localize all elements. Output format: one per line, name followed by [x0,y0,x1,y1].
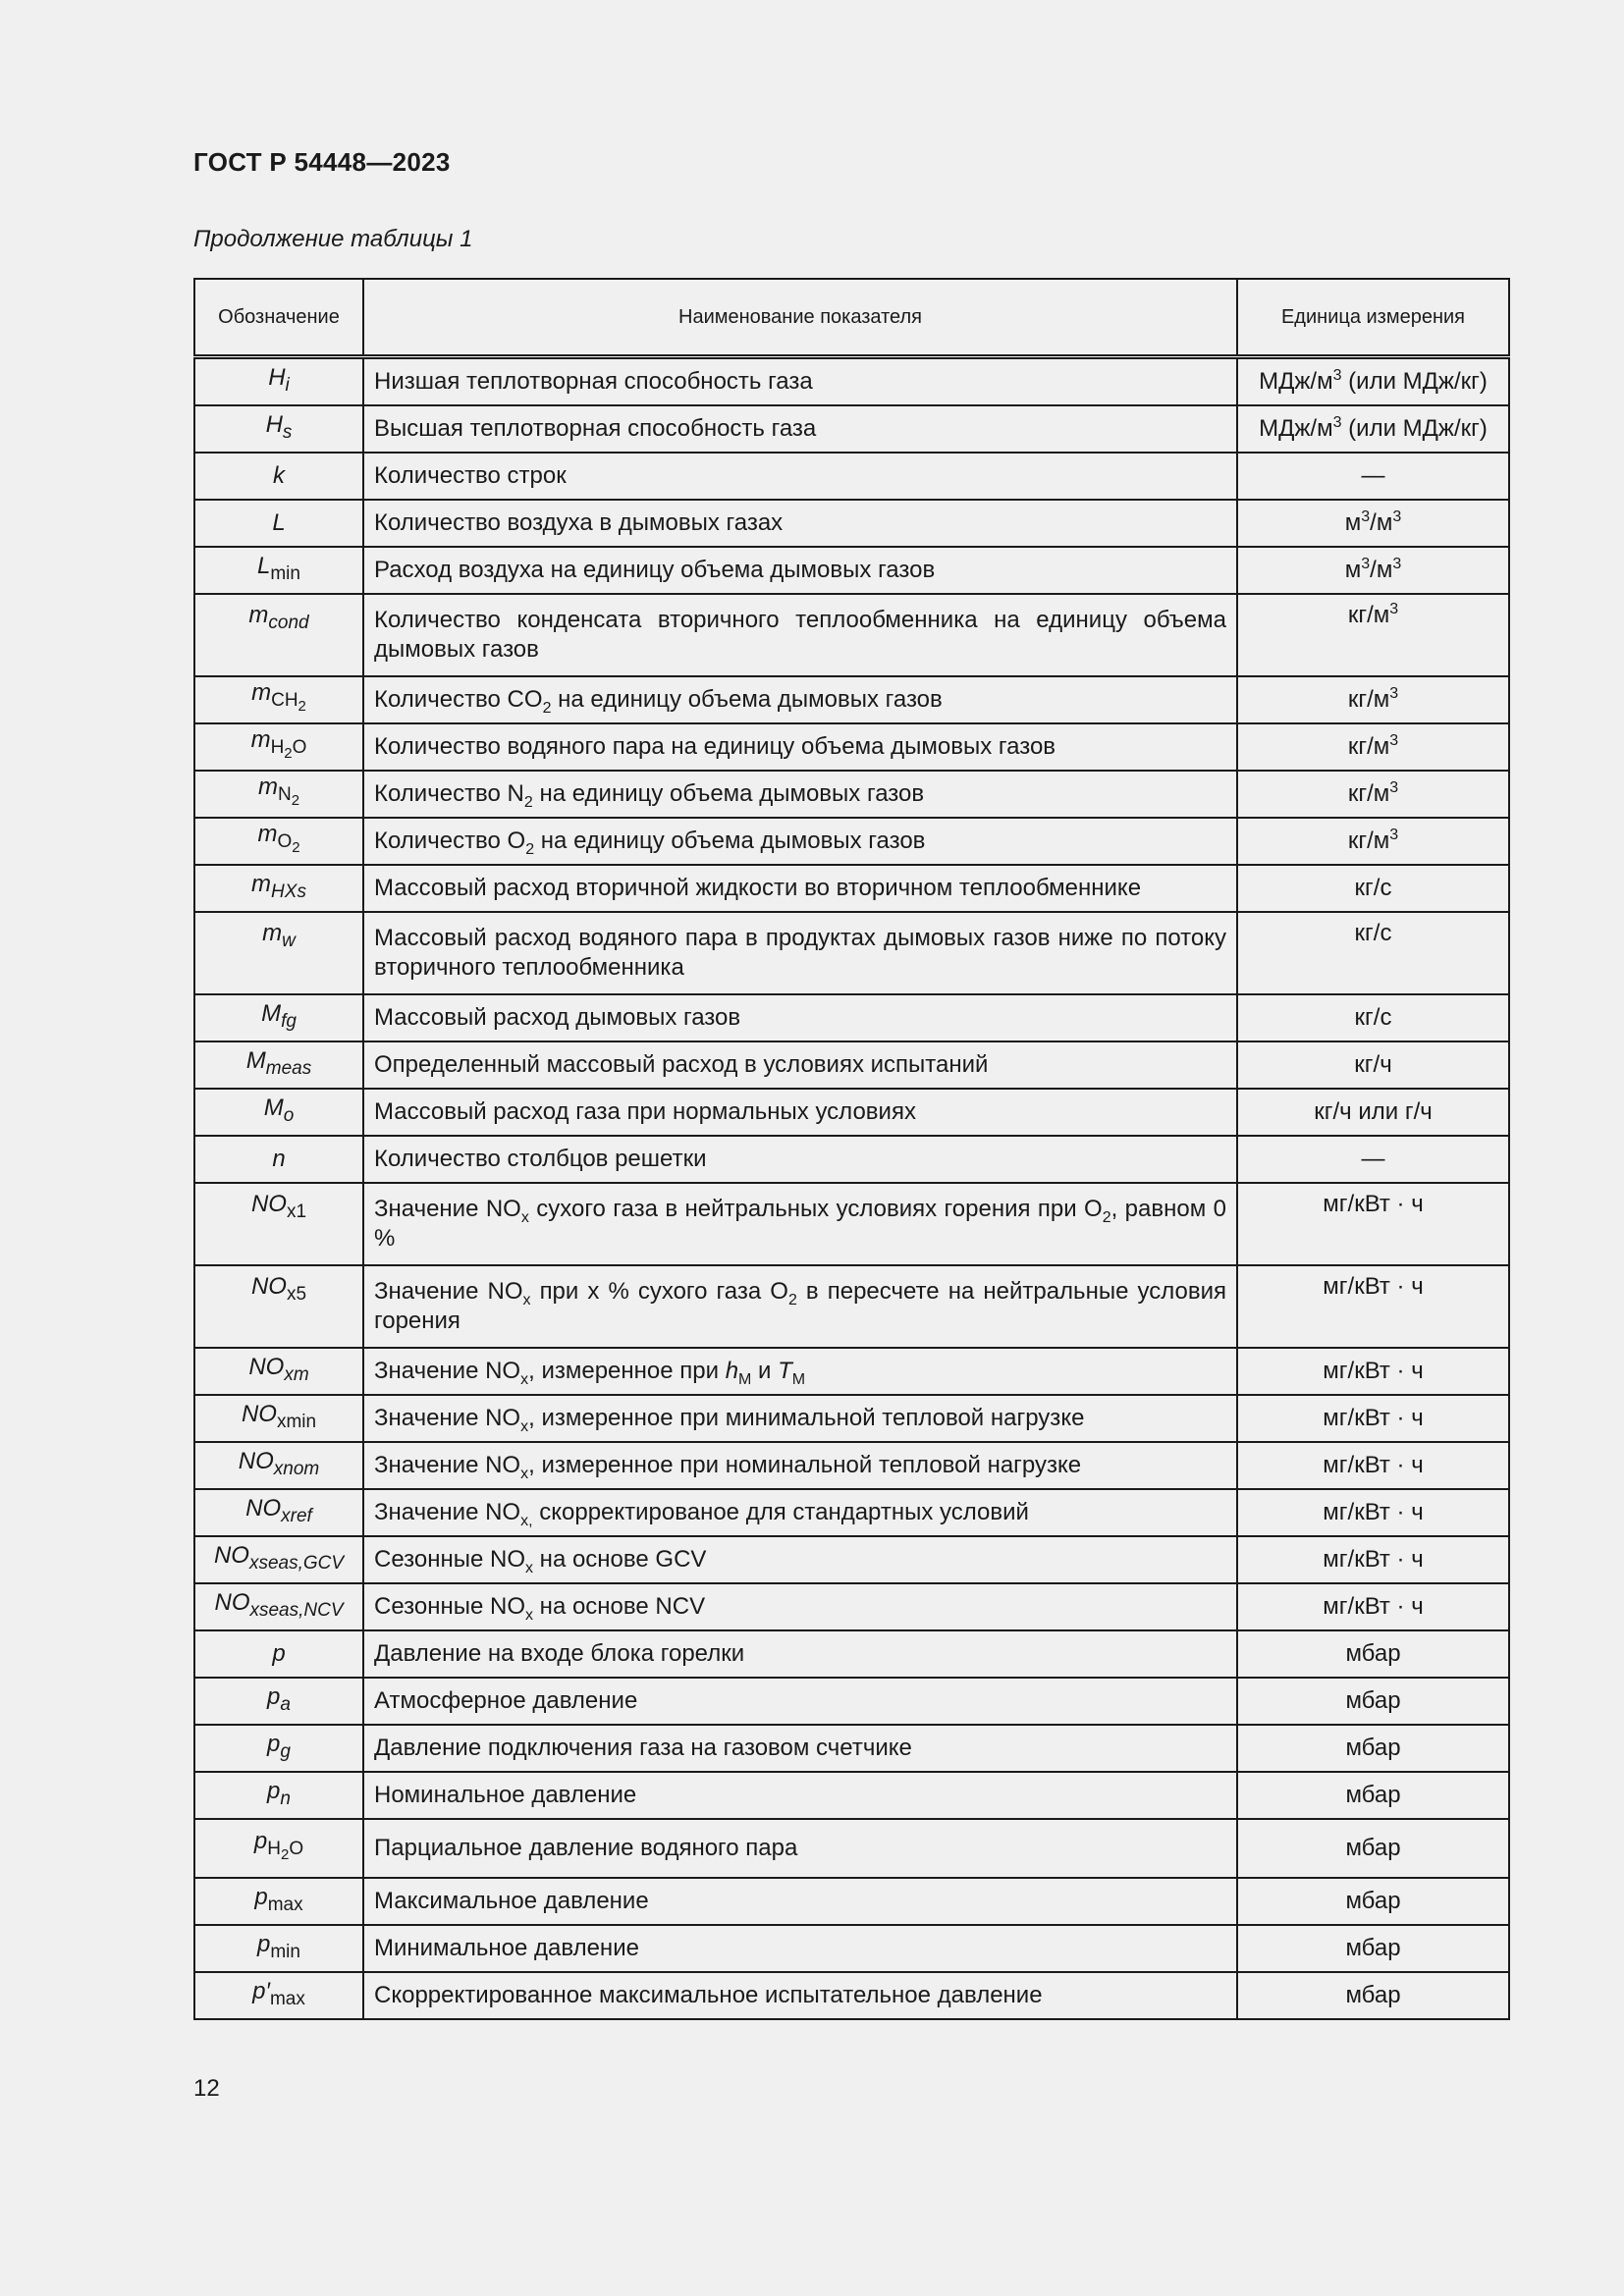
symbol-main: m [248,602,269,628]
symbol-sub-text: H [267,1839,281,1860]
symbol-sub: xm [284,1364,309,1385]
unit-cell: мбар [1237,1819,1509,1878]
unit-cell: — [1237,1136,1509,1183]
unit-text: (или МДж/кг) [1341,368,1488,395]
symbol-main: p [267,1778,281,1804]
symbol-main: n [272,1146,286,1172]
symbol-sub: HXs [271,881,306,902]
table-row [194,912,1509,994]
unit-text: м [1344,557,1362,583]
unit-cell: мбар [1237,1772,1509,1819]
symbol-cell [194,594,363,676]
unit-cell [1237,818,1509,865]
name-text: на единицу объема дымовых газов [532,780,925,807]
symbol-main: H [268,364,286,391]
symbol-sub: xmin [276,1412,317,1432]
symbol-main: NO [250,1273,287,1300]
table-row [194,1878,1509,1925]
symbol-sub: max [267,1895,303,1915]
name-sub: x [525,1606,534,1624]
unit-cell: кг/с [1237,865,1509,912]
symbol-sub: x1 [286,1201,307,1222]
symbol-cell [194,912,363,994]
table-row [194,1972,1509,2019]
name-cell: Давление подключения газа на газовом счетчике [363,1725,1237,1772]
table-row [194,676,1509,723]
unit-cell [1237,547,1509,594]
symbol-cell [194,771,363,818]
table-row [194,723,1509,771]
name-text: при x % сухого газа O [530,1278,788,1305]
symbol-cell [194,1183,363,1265]
symbol-sub: g [280,1741,291,1762]
symbol-sub: xnom [273,1459,320,1479]
column-header-unit: Единица измерения [1237,279,1509,357]
unit-cell: кг/с [1237,912,1509,994]
symbol-cell [194,865,363,912]
symbol-sub-text: CH [271,690,298,712]
name-text: , равном 0 % [374,1196,1226,1252]
symbol-main: NO [248,1354,285,1380]
symbol-cell [194,1772,363,1819]
name-text: Количество CO [374,686,543,713]
symbol-cell [194,1041,363,1089]
table-row [194,357,1509,406]
unit-text: кг/м [1347,733,1390,760]
name-sub: 2 [525,840,535,858]
name-cell: Низшая теплотворная способность газа [363,357,1237,406]
column-header-symbol: Обозначение [194,279,363,357]
symbol-main: p [254,1884,268,1910]
name-cell: Скорректированное максимальное испытательное давление [363,1972,1237,2019]
table-row [194,1348,1509,1395]
unit-sup: 3 [1389,601,1399,617]
unit-text: МДж/м [1259,415,1333,442]
name-cell: Количество строк [363,453,1237,500]
unit-cell: мбар [1237,1725,1509,1772]
symbol-sub [271,690,306,715]
name-text: Значение NO [374,1278,523,1305]
symbol-cell [194,1265,363,1348]
symbol-cell [194,1089,363,1136]
name-sub: 2 [523,793,533,811]
symbol-sub: meas [265,1058,312,1079]
table-row [194,1489,1509,1536]
unit-cell: мг/кВт · ч [1237,1442,1509,1489]
symbol-cell [194,1925,363,1972]
table-row [194,865,1509,912]
symbol-main: NO [245,1495,282,1522]
symbol-cell [194,1348,363,1395]
name-var: h [725,1358,739,1384]
unit-text: кг/м [1347,602,1390,628]
unit-text: кг/м [1347,828,1390,854]
unit-cell: мбар [1237,1678,1509,1725]
unit-text: кг/м [1347,780,1390,807]
symbol-cell [194,676,363,723]
name-sub: x [520,1417,529,1435]
name-sub: x [520,1370,529,1388]
symbol-sub: a [280,1694,291,1715]
symbol-main: p [257,1931,271,1957]
unit-sup: 3 [1389,732,1399,749]
name-text: Значение NO [374,1358,521,1384]
symbol-main: p [267,1731,281,1757]
unit-sup: 3 [1332,367,1342,384]
name-cell [363,1183,1237,1265]
symbol-sub: min [270,563,300,584]
unit-cell: мг/кВт · ч [1237,1265,1509,1348]
symbol-cell [194,994,363,1041]
symbols-table [193,278,1510,2020]
symbol-cell [194,1442,363,1489]
unit-text: (или МДж/кг) [1341,415,1488,442]
symbol-main: m [251,679,272,707]
name-cell [363,818,1237,865]
unit-cell: мбар [1237,1878,1509,1925]
symbol-cell [194,357,363,406]
name-cell: Массовый расход водяного пара в продуктах дымовых газов ниже по потоку вторичного теплообменника [363,912,1237,994]
table-row [194,547,1509,594]
name-cell: Максимальное давление [363,1878,1237,1925]
unit-text: кг/м [1347,686,1390,713]
unit-sup: 3 [1361,508,1371,525]
symbol-cell [194,405,363,453]
table-row [194,1630,1509,1678]
symbol-main: M [261,1000,282,1027]
symbol-sub [270,737,307,762]
name-cell: Номинальное давление [363,1772,1237,1819]
unit-cell [1237,500,1509,547]
name-sub: x [520,1208,529,1226]
table-row [194,1925,1509,1972]
symbol-sub-text: O [277,831,293,853]
table-row [194,771,1509,818]
unit-text: /м [1370,557,1393,583]
unit-cell: мбар [1237,1925,1509,1972]
symbol-main: p [253,1828,268,1855]
name-text: Количество O [374,828,526,854]
name-cell [363,676,1237,723]
symbol-sub-index: 2 [280,1845,290,1863]
name-text: и [751,1358,779,1384]
page-number: 12 [193,2075,220,2102]
name-cell: Расход воздуха на единицу объема дымовых газов [363,547,1237,594]
unit-cell: кг/с [1237,994,1509,1041]
name-cell: Давление на входе блока горелки [363,1630,1237,1678]
unit-cell [1237,771,1509,818]
symbol-main: NO [214,1589,250,1616]
name-sub: M [791,1370,806,1388]
symbol-cell [194,547,363,594]
symbol-sub: x5 [286,1284,307,1305]
name-cell [363,771,1237,818]
unit-cell [1237,594,1509,676]
name-cell: Массовый расход газа при нормальных условиях [363,1089,1237,1136]
unit-cell: мг/кВт · ч [1237,1583,1509,1630]
symbol-sub: cond [268,613,309,633]
symbol-sub-text: H [270,737,285,759]
table-caption: Продолжение таблицы 1 [193,226,473,252]
name-text: на единицу объема дымовых газов [551,686,943,713]
table-row [194,1442,1509,1489]
symbol-main: m [251,871,272,897]
table-row [194,1819,1509,1878]
symbol-cell [194,1725,363,1772]
name-cell: Определенный массовый расход в условиях испытаний [363,1041,1237,1089]
symbol-main: m [257,821,278,848]
name-text: сухого газа в нейтральных условиях горения при O [528,1196,1103,1222]
name-text: Значение NO [374,1196,521,1222]
symbol-main: m [262,920,283,946]
symbol-main: p′ [252,1978,270,2004]
name-cell [363,1395,1237,1442]
name-sub: x [520,1465,529,1482]
symbol-cell [194,1136,363,1183]
unit-sup: 3 [1361,556,1371,572]
symbol-main: L [272,509,286,536]
unit-sup: 3 [1389,685,1399,702]
unit-cell [1237,405,1509,453]
symbol-cell [194,1819,363,1878]
name-sub: M [738,1370,752,1388]
symbol-sub: min [270,1942,300,1962]
name-text: , измеренное при [528,1358,726,1384]
table-row [194,1136,1509,1183]
table-row [194,994,1509,1041]
table-row [194,1725,1509,1772]
symbol-sub-index: 2 [284,744,293,762]
name-cell: Массовый расход вторичной жидкости во вторичном теплообменнике [363,865,1237,912]
symbol-main: m [257,774,278,801]
unit-sup: 3 [1389,779,1399,796]
symbol-sub: max [269,1989,305,2009]
name-sub: x [525,1559,534,1576]
symbol-sub: o [283,1105,295,1126]
unit-cell: кг/ч [1237,1041,1509,1089]
symbol-cell [194,1395,363,1442]
symbol-main: k [273,462,285,489]
table-row [194,1772,1509,1819]
symbol-main: NO [241,1401,277,1427]
symbol-cell [194,500,363,547]
symbol-main: H [265,411,283,438]
name-text: на единицу объема дымовых газов [534,828,926,854]
name-sub: x [522,1291,531,1308]
name-cell: Количество конденсата вторичного теплообменника на единицу объема дымовых газов [363,594,1237,676]
symbol-main: NO [238,1448,274,1474]
name-cell [363,1265,1237,1348]
table-header-row [194,279,1509,357]
symbol-sub-index: 2 [298,697,306,715]
symbol-main: M [263,1095,284,1121]
unit-cell: кг/ч или г/ч [1237,1089,1509,1136]
unit-cell: мбар [1237,1630,1509,1678]
unit-cell: мг/кВт · ч [1237,1489,1509,1536]
name-cell [363,1489,1237,1536]
name-cell: Количество водяного пара на единицу объема дымовых газов [363,723,1237,771]
unit-cell: мбар [1237,1972,1509,2019]
unit-cell [1237,676,1509,723]
symbol-sub-text: N [277,784,292,806]
name-cell [363,1442,1237,1489]
symbol-cell [194,1536,363,1583]
name-cell: Количество столбцов решетки [363,1136,1237,1183]
name-text: Количество N [374,780,524,807]
table-row [194,1183,1509,1265]
unit-cell: мг/кВт · ч [1237,1348,1509,1395]
name-var: T [778,1358,792,1384]
symbol-cell [194,453,363,500]
name-text: Сезонные NO [374,1546,526,1573]
unit-cell [1237,357,1509,406]
symbol-main: M [245,1047,266,1074]
table-row [194,1583,1509,1630]
symbol-sub [277,784,300,809]
symbol-cell [194,1489,363,1536]
unit-sup: 3 [1392,508,1402,525]
symbol-sub-index: 2 [291,791,300,809]
name-text: Значение NO [374,1499,521,1525]
unit-sup: 3 [1392,556,1402,572]
symbol-sub: fg [281,1011,297,1032]
unit-cell: мг/кВт · ч [1237,1395,1509,1442]
symbol-sub: s [282,422,293,443]
name-cell [363,1536,1237,1583]
table-row [194,1265,1509,1348]
unit-text: МДж/м [1259,368,1333,395]
symbol-main: NO [213,1542,249,1569]
symbol-main: L [257,553,271,579]
name-text: скорректированое для стандартных условий [532,1499,1029,1525]
table-row [194,1678,1509,1725]
symbol-cell [194,1878,363,1925]
name-text: Сезонные NO [374,1593,526,1620]
symbol-main: p [272,1640,286,1667]
symbol-cell [194,723,363,771]
name-cell [363,1348,1237,1395]
symbol-sub: n [280,1789,291,1809]
name-cell [363,1583,1237,1630]
name-cell: Количество воздуха в дымовых газах [363,500,1237,547]
symbol-cell [194,1583,363,1630]
unit-text: /м [1370,509,1393,536]
symbol-cell [194,1678,363,1725]
unit-cell: мг/кВт · ч [1237,1183,1509,1265]
name-text: Значение NO [374,1452,521,1478]
unit-text: м [1344,509,1362,536]
unit-cell: мг/кВт · ч [1237,1536,1509,1583]
column-header-name: Наименование показателя [363,279,1237,357]
symbol-sub: i [285,375,290,396]
table-row [194,1536,1509,1583]
table-row [194,405,1509,453]
symbol-cell [194,818,363,865]
name-text: , измеренное при минимальной тепловой нагрузке [528,1405,1085,1431]
name-cell: Парциальное давление водяного пара [363,1819,1237,1878]
symbol-sub: xref [281,1506,312,1526]
document-header: ГОСТ Р 54448—2023 [193,147,451,177]
table-row [194,500,1509,547]
symbol-cell [194,1630,363,1678]
unit-sup: 3 [1332,414,1342,431]
symbol-sub-text: O [289,1839,304,1860]
unit-cell [1237,723,1509,771]
name-cell: Массовый расход дымовых газов [363,994,1237,1041]
name-text: в пересчете на нейтральные условия горения [374,1278,1226,1334]
unit-cell: — [1237,453,1509,500]
symbol-sub: xseas,NCV [249,1600,344,1621]
table-row [194,1041,1509,1089]
table-row [194,453,1509,500]
name-sub: 2 [542,699,552,717]
symbol-main: m [250,726,271,754]
name-text: на основе NCV [533,1593,706,1620]
symbol-sub: w [282,931,296,951]
name-cell: Минимальное давление [363,1925,1237,1972]
name-text: , измеренное при номинальной тепловой нагрузке [528,1452,1082,1478]
name-text: на основе GCV [533,1546,707,1573]
name-sub: 2 [1102,1208,1111,1226]
symbol-sub: xseas,GCV [248,1553,345,1574]
symbol-main: NO [250,1191,287,1217]
name-cell: Высшая теплотворная способность газа [363,405,1237,453]
symbol-sub [267,1839,304,1863]
symbol-main: p [267,1683,281,1710]
name-cell: Атмосферное давление [363,1678,1237,1725]
name-text: Значение NO [374,1405,521,1431]
symbol-sub [277,831,300,856]
symbol-sub-index: 2 [292,838,300,856]
table-row [194,594,1509,676]
table-row [194,1395,1509,1442]
table-row [194,818,1509,865]
table-row [194,1089,1509,1136]
symbol-cell [194,1972,363,2019]
name-sub: x, [520,1512,533,1529]
name-sub: 2 [787,1291,797,1308]
symbol-sub-text: O [292,737,307,759]
unit-sup: 3 [1389,827,1399,843]
